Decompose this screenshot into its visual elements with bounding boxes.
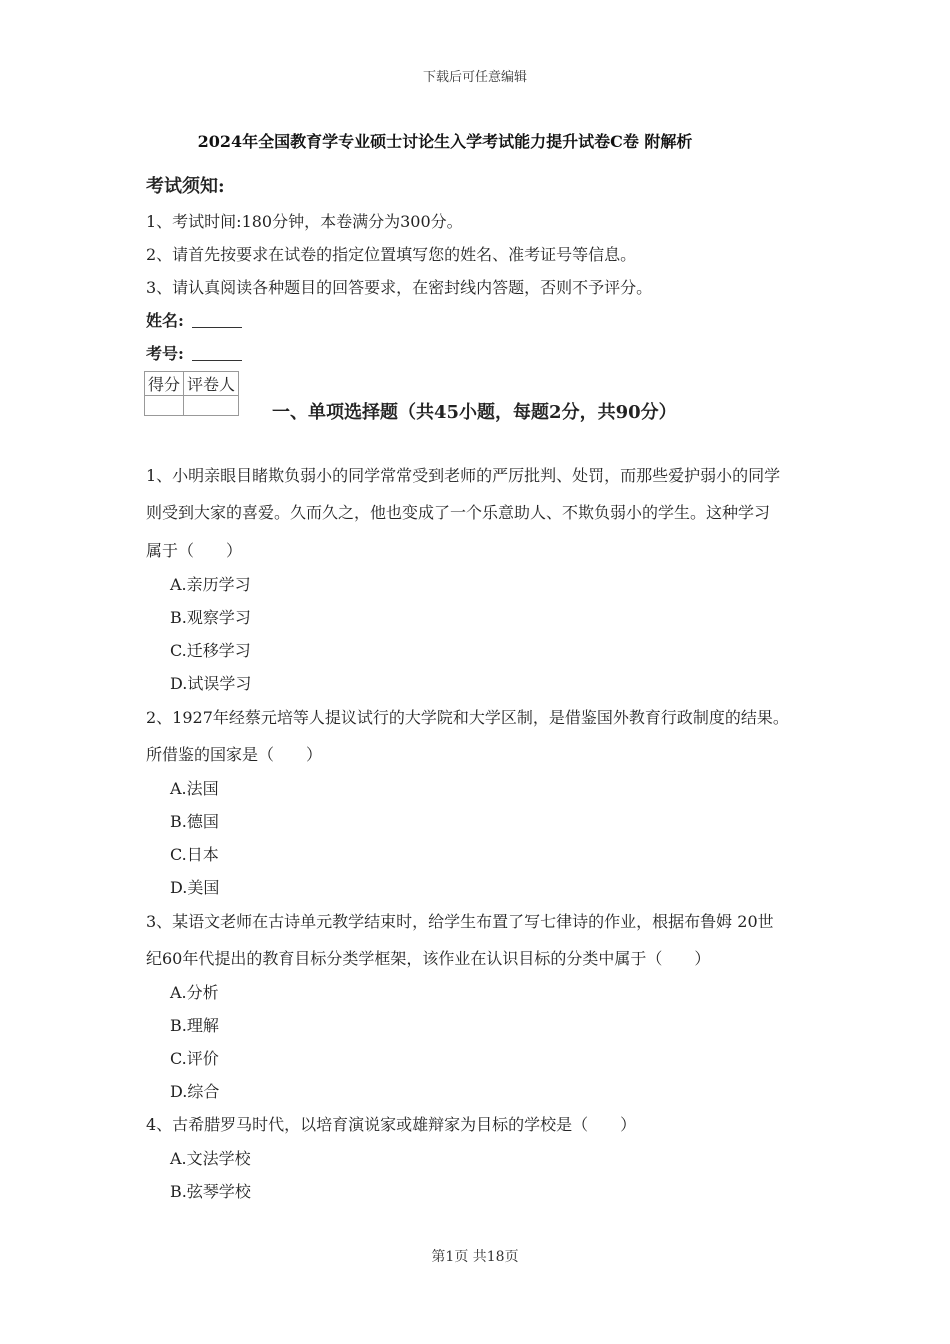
document-title: 2024年全国教育学专业硕士讨论生入学考试能力提升试卷C卷 附解析 (197, 132, 693, 151)
score-header: 得分 (145, 372, 184, 396)
id-label: 考号: (146, 344, 184, 363)
option-d[interactable]: D.试误学习 (170, 674, 252, 693)
option-d[interactable]: D.美国 (170, 878, 220, 897)
question-3-line: 3、某语文老师在古诗单元教学结束时，给学生布置了写七律诗的作业，根据布鲁姆 20世 (146, 912, 774, 931)
notice-item: 3、请认真阅读各种题目的回答要求，在密封线内答题，否则不予评分。 (146, 278, 653, 297)
option-b[interactable]: B.理解 (170, 1016, 219, 1035)
option-c[interactable]: C.日本 (170, 845, 219, 864)
notice-item: 2、请首先按要求在试卷的指定位置填写您的姓名、准考证号等信息。 (146, 245, 637, 264)
question-4-line: 4、古希腊罗马时代，以培育演说家或雄辩家为目标的学校是（ ） (146, 1115, 637, 1134)
option-b[interactable]: B.弦琴学校 (170, 1182, 251, 1201)
page-footer: 第1页 共18页 (431, 1249, 519, 1265)
question-3-line: 纪60年代提出的教育目标分类学框架，该作业在认识目标的分类中属于（ ） (146, 949, 711, 968)
option-a[interactable]: A.法国 (170, 779, 219, 798)
question-1-line: 属于（ ） (146, 541, 243, 560)
id-field (146, 341, 242, 364)
name-blank[interactable] (192, 313, 242, 328)
score-table (144, 371, 239, 416)
option-c[interactable]: C.评价 (170, 1049, 219, 1068)
option-c[interactable]: C.迁移学习 (170, 641, 251, 660)
option-b[interactable]: B.德国 (170, 812, 219, 831)
question-2-line: 所借鉴的国家是（ ） (146, 745, 323, 764)
notice-item: 1、考试时间:180分钟，本卷满分为300分。 (146, 212, 463, 231)
option-a[interactable]: A.文法学校 (170, 1149, 251, 1168)
option-a[interactable]: A.分析 (170, 983, 219, 1002)
section-title: 一、单项选择题（共45小题，每题2分，共90分） (272, 402, 677, 423)
question-1-line: 1、小明亲眼目睹欺负弱小的同学常常受到老师的严厉批判、处罚，而那些爱护弱小的同学 (146, 466, 781, 485)
option-d[interactable]: D.综合 (170, 1082, 220, 1101)
option-a[interactable]: A.亲历学习 (170, 575, 251, 594)
option-b[interactable]: B.观察学习 (170, 608, 251, 627)
score-cell[interactable] (145, 396, 184, 416)
name-label: 姓名: (146, 311, 184, 330)
notice-heading: 考试须知: (146, 176, 225, 197)
name-field (146, 308, 242, 331)
grader-cell[interactable] (184, 396, 239, 416)
grader-header: 评卷人 (184, 372, 239, 396)
header-note: 下载后可任意编辑 (422, 70, 527, 85)
question-1-line: 则受到大家的喜爱。久而久之，他也变成了一个乐意助人、不欺负弱小的学生。这种学习 (146, 503, 771, 522)
id-blank[interactable] (192, 346, 242, 361)
question-2-line: 2、1927年经蔡元培等人提议试行的大学院和大学区制，是借鉴国外教育行政制度的结果。 (146, 708, 789, 727)
